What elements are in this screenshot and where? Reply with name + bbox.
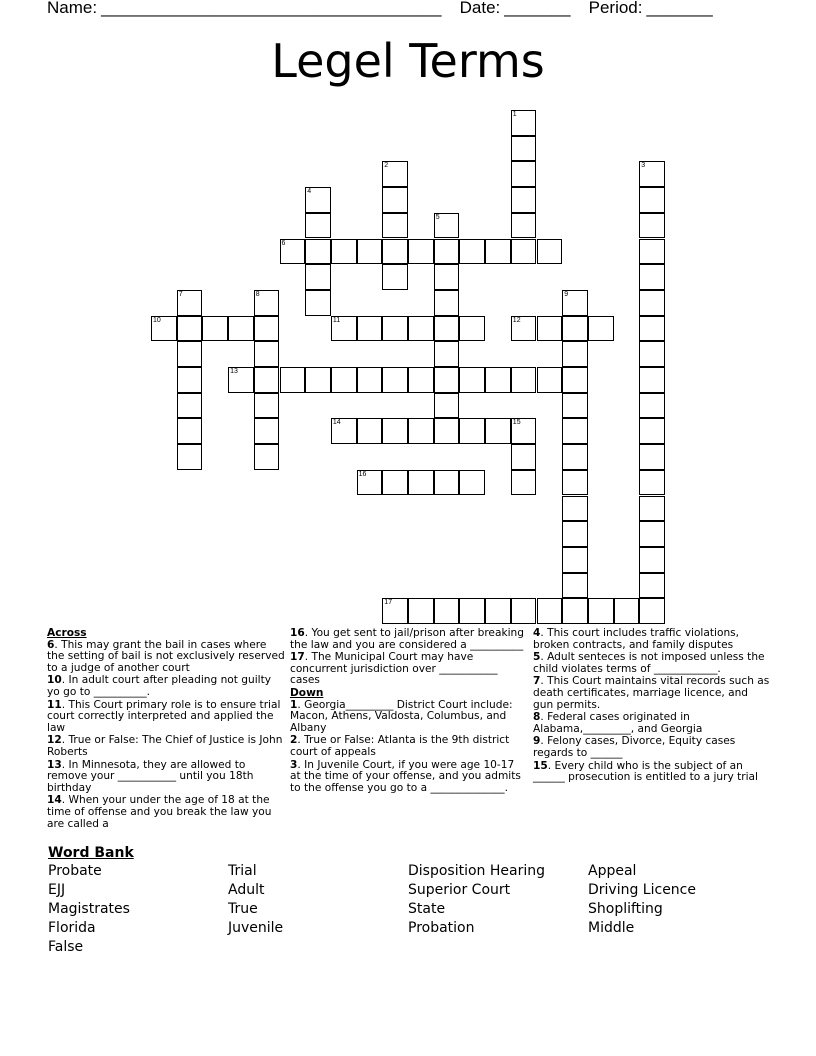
clue-number: 4 — [533, 627, 541, 639]
crossword-cell[interactable] — [382, 470, 408, 496]
cell-number: 7 — [178, 290, 183, 298]
across-clue: 13. In Minnesota, they are allowed to remove your ___________ until you 18th birthday — [47, 758, 254, 794]
crossword-cell[interactable] — [382, 239, 408, 265]
crossword-cell[interactable] — [357, 418, 383, 444]
crossword-cell[interactable] — [639, 393, 665, 419]
crossword-cell[interactable] — [228, 316, 254, 342]
crossword-cell[interactable] — [177, 316, 203, 342]
crossword-cell[interactable] — [434, 239, 460, 265]
cell-number: 12 — [512, 316, 521, 324]
clue-number: 15 — [533, 759, 548, 772]
crossword-cell[interactable] — [434, 264, 460, 290]
crossword-cell[interactable] — [511, 444, 537, 470]
crossword-cell[interactable] — [588, 316, 614, 342]
name-field[interactable]: ____________________________________ — [101, 0, 442, 17]
crossword-cell[interactable] — [485, 598, 511, 624]
crossword-cell[interactable] — [280, 367, 306, 393]
crossword-cell[interactable] — [408, 598, 434, 624]
crossword-cell[interactable] — [331, 239, 357, 265]
crossword-cell[interactable] — [639, 341, 665, 367]
cell-number: 6 — [281, 239, 286, 247]
clue-number: 12 — [47, 734, 62, 747]
crossword-cell[interactable] — [382, 418, 408, 444]
clue-text: This court includes traffic violations, broken contracts, and family disputes — [533, 627, 740, 651]
cell-number: 13 — [230, 368, 238, 375]
crossword-cell[interactable] — [434, 316, 460, 342]
crossword-cell[interactable] — [562, 418, 588, 444]
crossword-cell[interactable] — [459, 598, 485, 624]
clue-text: This Court maintains vital records such as death certificates, marriage licence, and gun permits. — [533, 675, 770, 711]
cell-number: 15 — [512, 419, 521, 427]
word-bank — [48, 845, 768, 956]
word-bank-item: Florida — [48, 920, 96, 936]
crossword-cell[interactable] — [177, 393, 203, 419]
crossword-cell[interactable] — [254, 316, 280, 342]
crossword-cell[interactable] — [280, 239, 306, 265]
word-bank-item: Disposition Hearing — [408, 863, 545, 879]
clue-text: You get sent to jail/prison after breaking the law and you are considered a __________ — [290, 627, 524, 651]
crossword-cell[interactable] — [382, 264, 408, 290]
crossword-cell[interactable] — [305, 290, 331, 316]
word-bank-item: State — [408, 901, 446, 917]
crossword-cell[interactable] — [382, 367, 408, 393]
clue-text: Georgia_________ District Court include: Macon, Athens, Valdosta, Columbus, and Albany — [290, 698, 513, 734]
crossword-cell[interactable] — [459, 316, 485, 342]
crossword-cell[interactable] — [562, 341, 588, 367]
cell-number: 11 — [332, 316, 341, 324]
crossword-cell[interactable] — [639, 547, 665, 573]
crossword-cell[interactable] — [639, 573, 665, 599]
crossword-cell[interactable] — [511, 418, 537, 444]
clue-text: Felony cases, Divorce, Equity cases regards to ______ — [533, 735, 736, 759]
clue-text: True or False: Atlanta is the 9th district court of appeals — [290, 734, 510, 758]
word-bank-item: Driving Licence — [588, 882, 696, 898]
clue-text: Adult senteces is not imposed unless the child violates terms of ____________. — [533, 651, 765, 675]
across-clue: 10. In adult court after pleading not guilty yo go to __________. — [47, 674, 272, 698]
crossword-cell[interactable] — [639, 367, 665, 393]
crossword-cell[interactable] — [382, 161, 408, 187]
clue-text: When your under the age of 18 at the time of offense and you break the law you are called a — [47, 794, 272, 830]
crossword-cell[interactable] — [562, 290, 588, 316]
cell-number: 2 — [384, 162, 389, 170]
crossword-cell[interactable] — [537, 367, 563, 393]
crossword-cell[interactable] — [562, 573, 588, 599]
word-bank-heading: Word Bank — [48, 845, 134, 861]
crossword-cell[interactable] — [305, 213, 331, 239]
crossword-cell[interactable] — [562, 367, 588, 393]
crossword-cell[interactable] — [434, 341, 460, 367]
clue-number: 11 — [47, 698, 62, 711]
clue-number: 7 — [533, 675, 541, 688]
crossword-cell[interactable] — [408, 316, 434, 342]
crossword-cell[interactable] — [511, 136, 537, 162]
crossword-cell[interactable] — [177, 290, 203, 316]
down-clue: 15. Every child who is the subject of an ______ prosecution is entitled to a jury trial — [533, 759, 758, 784]
word-bank-item: Middle — [588, 920, 635, 936]
crossword-cell[interactable] — [639, 496, 665, 522]
cell-number: 4 — [307, 188, 312, 196]
crossword-cell[interactable] — [562, 547, 588, 573]
crossword-cell[interactable] — [357, 470, 383, 496]
crossword-cell[interactable] — [151, 316, 177, 342]
cell-number: 17 — [384, 599, 393, 607]
crossword-cell[interactable] — [639, 444, 665, 470]
crossword-cell[interactable] — [511, 239, 537, 265]
word-bank-item: Magistrates — [48, 901, 130, 917]
clue-number: 17 — [290, 651, 305, 664]
page-title: Legel Terms — [271, 34, 545, 88]
crossword-cell[interactable] — [639, 213, 665, 239]
crossword-cell[interactable] — [511, 598, 537, 624]
across-heading: Across — [47, 627, 87, 639]
across-clue: 6. This may grant the bail in cases where the setting of bail is not exclusively reserved to a judge of another court — [47, 638, 285, 674]
clues-column-2 — [290, 628, 528, 795]
period-label: Period: — [588, 0, 643, 17]
clue-number: 1 — [290, 698, 298, 711]
crossword-cell[interactable] — [408, 418, 434, 444]
crossword-cell[interactable] — [459, 418, 485, 444]
clue-text: In adult court after pleading not guilty yo go to __________. — [47, 674, 272, 698]
crossword-cell[interactable] — [434, 290, 460, 316]
cell-number: 16 — [358, 470, 367, 478]
crossword-cell[interactable] — [511, 316, 537, 342]
across-clue: 11. This Court primary role is to ensure trial court correctly interpreted and applied the law — [47, 698, 281, 734]
student-info-header — [47, 0, 717, 18]
crossword-cell[interactable] — [382, 316, 408, 342]
down-clue: 4. This court includes traffic violations, broken contracts, and family disputes — [533, 627, 740, 651]
across-clue: 17. The Municipal Court may have concurrent jurisdiction over ___________ cases — [290, 651, 498, 687]
crossword-cell[interactable] — [357, 316, 383, 342]
word-bank-item: EJJ — [48, 882, 66, 898]
clue-text: Federal cases originated in Alabama,_________, and Georgia — [533, 711, 703, 735]
down-clue: 2. True or False: Atlanta is the 9th district court of appeals — [290, 734, 510, 758]
clue-number: 16 — [290, 627, 305, 639]
crossword-cell[interactable] — [254, 290, 280, 316]
clue-number: 6 — [47, 638, 55, 651]
clue-number: 9 — [533, 735, 541, 748]
crossword-cell[interactable] — [434, 213, 460, 239]
crossword-cell[interactable] — [254, 418, 280, 444]
down-clue: 1. Georgia_________ District Court include: Macon, Athens, Valdosta, Columbus, and Albany — [290, 698, 513, 734]
down-clue: 3. In Juvenile Court, if you were age 10-17 at the time of your offense, and you admits to the offense you go to a ______________. — [290, 758, 521, 794]
crossword-cell[interactable] — [434, 418, 460, 444]
crossword-cell[interactable] — [588, 598, 614, 624]
crossword-cell[interactable] — [562, 316, 588, 342]
down-heading: Down — [290, 686, 324, 699]
down-clue: 8. Federal cases originated in Alabama,_________, and Georgia — [533, 711, 703, 735]
word-bank-item: Shoplifting — [588, 901, 663, 917]
crossword-cell[interactable] — [511, 110, 537, 136]
crossword-cell[interactable] — [562, 444, 588, 470]
crossword-cell[interactable] — [434, 393, 460, 419]
clue-text: In Minnesota, they are allowed to remove your ___________ until you 18th birthday — [47, 758, 254, 794]
crossword-cell[interactable] — [562, 598, 588, 624]
across-clue: 14. When your under the age of 18 at the time of offense and you break the law you are called a — [47, 794, 272, 830]
word-bank-item: Appeal — [588, 863, 637, 879]
crossword-cell[interactable] — [357, 239, 383, 265]
crossword-cell[interactable] — [357, 367, 383, 393]
cell-number: 5 — [435, 213, 440, 221]
crossword-cell[interactable] — [639, 187, 665, 213]
crossword-cell[interactable] — [562, 470, 588, 496]
crossword-cell[interactable] — [562, 496, 588, 522]
crossword-cell[interactable] — [305, 239, 331, 265]
clue-text: Every child who is the subject of an ______ prosecution is entitled to a jury trial — [533, 759, 758, 784]
clue-number: 2 — [290, 734, 298, 747]
cell-number: 9 — [564, 290, 569, 298]
clue-number: 8 — [533, 711, 541, 724]
crossword-cell[interactable] — [382, 213, 408, 239]
word-bank-item: Juvenile — [228, 920, 284, 936]
crossword-cell[interactable] — [382, 187, 408, 213]
crossword-cell[interactable] — [177, 367, 203, 393]
word-bank-item: False — [48, 939, 84, 955]
crossword-cell[interactable] — [639, 470, 665, 496]
clue-number: 14 — [47, 794, 62, 807]
crossword-cell[interactable] — [434, 367, 460, 393]
crossword-cell[interactable] — [511, 367, 537, 393]
crossword-cell[interactable] — [254, 341, 280, 367]
word-bank-item: Probate — [48, 863, 102, 879]
crossword-cell[interactable] — [331, 367, 357, 393]
period-field[interactable]: _______ — [646, 0, 713, 17]
down-clue: 9. Felony cases, Divorce, Equity cases regards to ______ — [533, 735, 736, 759]
crossword-cell[interactable] — [537, 316, 563, 342]
crossword-cell[interactable] — [511, 470, 537, 496]
crossword-cell[interactable] — [434, 598, 460, 624]
word-bank-item: True — [228, 901, 258, 917]
clue-text: This may grant the bail in cases where the setting of bail is not exclusively reserved to a judge of another court — [47, 638, 285, 674]
cell-number: 10 — [153, 316, 161, 324]
clues-column-1 — [47, 628, 285, 831]
crossword-cell[interactable] — [434, 470, 460, 496]
crossword-cell[interactable] — [562, 393, 588, 419]
crossword-cell[interactable] — [331, 316, 357, 342]
crossword-cell[interactable] — [537, 239, 563, 265]
cell-number: 14 — [332, 419, 341, 427]
clue-number: 5 — [533, 651, 541, 664]
crossword-cell[interactable] — [305, 367, 331, 393]
clue-text: This Court primary role is to ensure trial court correctly interpreted and applied the law — [47, 698, 281, 734]
crossword-cell[interactable] — [639, 239, 665, 265]
crossword-cell[interactable] — [408, 470, 434, 496]
clue-number: 3 — [290, 758, 298, 771]
crossword-cell[interactable] — [177, 444, 203, 470]
down-clue: 5. Adult senteces is not imposed unless the child violates terms of ____________. — [533, 651, 765, 675]
name-label: Name: — [47, 0, 98, 17]
crossword-cell[interactable] — [228, 367, 254, 393]
date-label: Date: — [459, 0, 501, 17]
crossword-cell[interactable] — [485, 418, 511, 444]
crossword-cell[interactable] — [614, 598, 640, 624]
crossword-cell[interactable] — [254, 367, 280, 393]
crossword-cell[interactable] — [202, 316, 228, 342]
word-bank-item: Probation — [408, 920, 475, 936]
date-field[interactable]: _______ — [504, 0, 571, 17]
word-bank-item: Adult — [228, 882, 265, 898]
crossword-cell[interactable] — [511, 213, 537, 239]
crossword-cell[interactable] — [254, 393, 280, 419]
down-clue: 7. This Court maintains vital records such as death certificates, marriage licence, and gun permits. — [533, 675, 770, 711]
crossword-cell[interactable] — [459, 367, 485, 393]
crossword-cell[interactable] — [459, 470, 485, 496]
crossword-cell[interactable] — [511, 187, 537, 213]
crossword-cell[interactable] — [254, 444, 280, 470]
crossword-cell[interactable] — [639, 598, 665, 624]
crossword-cell[interactable] — [485, 239, 511, 265]
cell-number: 3 — [641, 162, 646, 170]
crossword-cell[interactable] — [408, 367, 434, 393]
cell-number: 8 — [255, 290, 260, 298]
crossword-cell[interactable] — [537, 598, 563, 624]
across-clue: 16. You get sent to jail/prison after breaking the law and you are considered a __________ — [290, 627, 524, 651]
crossword-cell[interactable] — [177, 341, 203, 367]
cell-number: 1 — [512, 111, 517, 118]
crossword-cell[interactable] — [639, 290, 665, 316]
crossword-cell[interactable] — [305, 264, 331, 290]
word-bank-list — [48, 863, 768, 956]
clue-number: 10 — [47, 674, 62, 687]
crossword-cell[interactable] — [639, 316, 665, 342]
crossword-cell[interactable] — [408, 239, 434, 265]
crossword-cell[interactable] — [511, 161, 537, 187]
crossword-cell[interactable] — [639, 418, 665, 444]
crossword-cell[interactable] — [639, 264, 665, 290]
crossword-cell[interactable] — [485, 367, 511, 393]
crossword-cell[interactable] — [305, 187, 331, 213]
word-bank-item: Superior Court — [408, 882, 511, 898]
crossword-cell[interactable] — [459, 239, 485, 265]
across-clue: 12. True or False: The Chief of Justice is John Roberts — [47, 734, 283, 758]
clues-column-3 — [533, 628, 771, 785]
crossword-cell[interactable] — [177, 418, 203, 444]
crossword-cell[interactable] — [382, 598, 408, 624]
crossword-cell[interactable] — [562, 521, 588, 547]
word-bank-item: Trial — [228, 863, 257, 879]
crossword-cell[interactable] — [331, 418, 357, 444]
crossword-cell[interactable] — [639, 521, 665, 547]
clue-number: 13 — [47, 758, 62, 771]
clue-text: True or False: The Chief of Justice is John Roberts — [47, 734, 283, 758]
clue-text: In Juvenile Court, if you were age 10-17 at the time of your offense, and you admits to the offense you go to a ______________. — [290, 758, 521, 794]
crossword-cell[interactable] — [639, 161, 665, 187]
clue-text: The Municipal Court may have concurrent jurisdiction over ___________ cases — [290, 651, 498, 687]
